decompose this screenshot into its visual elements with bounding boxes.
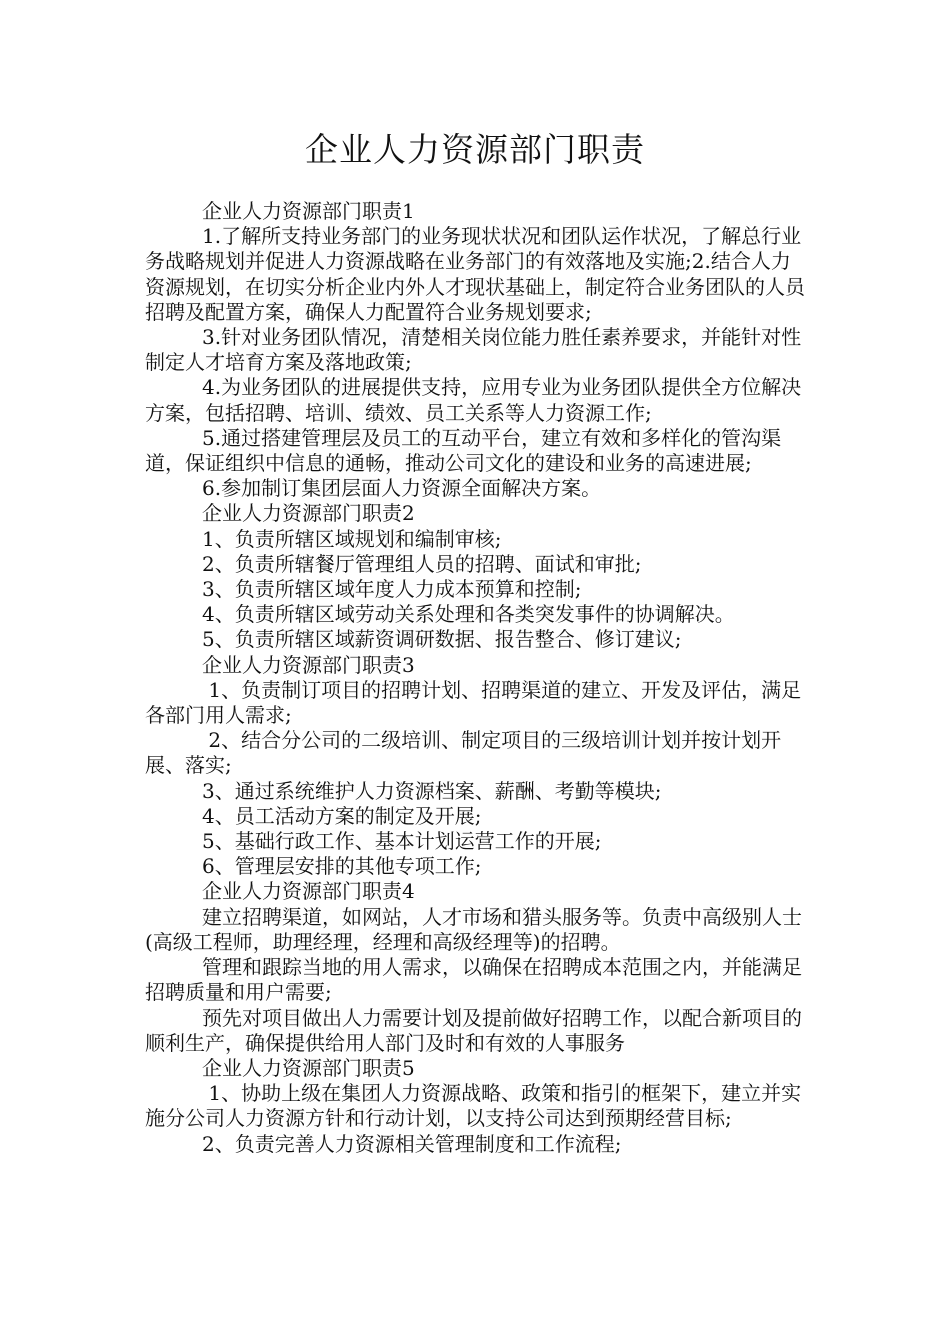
document-body [145, 199, 810, 1157]
section-heading-4: 企业人力资源部门职责4 [202, 879, 415, 904]
paragraph: 3、负责所辖区域年度人力成本预算和控制; [202, 577, 582, 602]
section-heading-1: 企业人力资源部门职责1 [202, 199, 415, 223]
paragraph: 1、负责所辖区域规划和编制审核; [202, 526, 502, 551]
paragraph: 4、员工活动方案的制定及开展; [202, 803, 482, 828]
section-heading-2: 企业人力资源部门职责2 [202, 501, 415, 526]
paragraph: 3、通过系统维护人力资源档案、薪酬、考勤等模块; [202, 778, 662, 803]
paragraph: 6.参加制订集团层面人力资源全面解决方案。 [202, 476, 602, 501]
paragraph: 1、负责制订项目的招聘计划、招聘渠道的建立、开发及评估，满足各部门用人需求; [145, 677, 802, 728]
section-heading-5: 企业人力资源部门职责5 [202, 1055, 415, 1080]
paragraph: 4、负责所辖区域劳动关系处理和各类突发事件的协调解决。 [202, 602, 735, 627]
paragraph: 2、负责所辖餐厅管理组人员的招聘、面试和审批; [202, 551, 642, 576]
paragraph: 5、基础行政工作、基本计划运营工作的开展; [202, 829, 602, 854]
paragraph: 5、负责所辖区域薪资调研数据、报告整合、修订建议; [202, 627, 682, 652]
paragraph: 6、管理层安排的其他专项工作; [202, 854, 482, 879]
paragraph: 2、结合分公司的二级培训、制定项目的三级培训计划并按计划开展、落实; [145, 728, 782, 778]
paragraph: 4.为业务团队的进展提供支持，应用专业为业务团队提供全方位解决方案，包括招聘、培训、绩效、员工关系等人力资源工作; [145, 375, 802, 425]
paragraph: 管理和跟踪当地的用人需求，以确保在招聘成本范围之内，并能满足招聘质量和用户需要; [145, 955, 802, 1005]
document-title: 企业人力资源部门职责 [305, 130, 645, 169]
paragraph: 2、负责完善人力资源相关管理制度和工作流程; [202, 1131, 622, 1156]
paragraph: 预先对项目做出人力需要计划及提前做好招聘工作，以配合新项目的顺利生产，确保提供给用人部门及时和有效的人事服务 [145, 1005, 802, 1055]
section-heading-3: 企业人力资源部门职责3 [202, 652, 415, 677]
paragraph: 1.了解所支持业务部门的业务现状状况和团队运作状况，了解总行业务战略规划并促进人力资源战略在业务部门的有效落地及实施;2.结合人力资源规划，在切实分析企业内外人才现状基础上，制定符合业务团队的人员招聘及配置方案，确保人力配置符合业务规划要求; [145, 224, 805, 324]
paragraph: 建立招聘渠道，如网站，人才市场和猎头服务等。负责中高级别人士(高级工程师，助理经理，经理和高级经理等)的招聘。 [145, 904, 802, 954]
paragraph: 5.通过搭建管理层及员工的互动平台，建立有效和多样化的管沟渠道，保证组织中信息的通畅，推动公司文化的建设和业务的高速进展; [145, 425, 782, 476]
paragraph: 3.针对业务团队情况，清楚相关岗位能力胜任素养要求，并能针对性制定人才培育方案及落地政策; [145, 325, 802, 375]
paragraph: 1、协助上级在集团人力资源战略、政策和指引的框架下，建立并实施分公司人力资源方针和行动计划，以支持公司达到预期经营目标; [145, 1081, 802, 1131]
